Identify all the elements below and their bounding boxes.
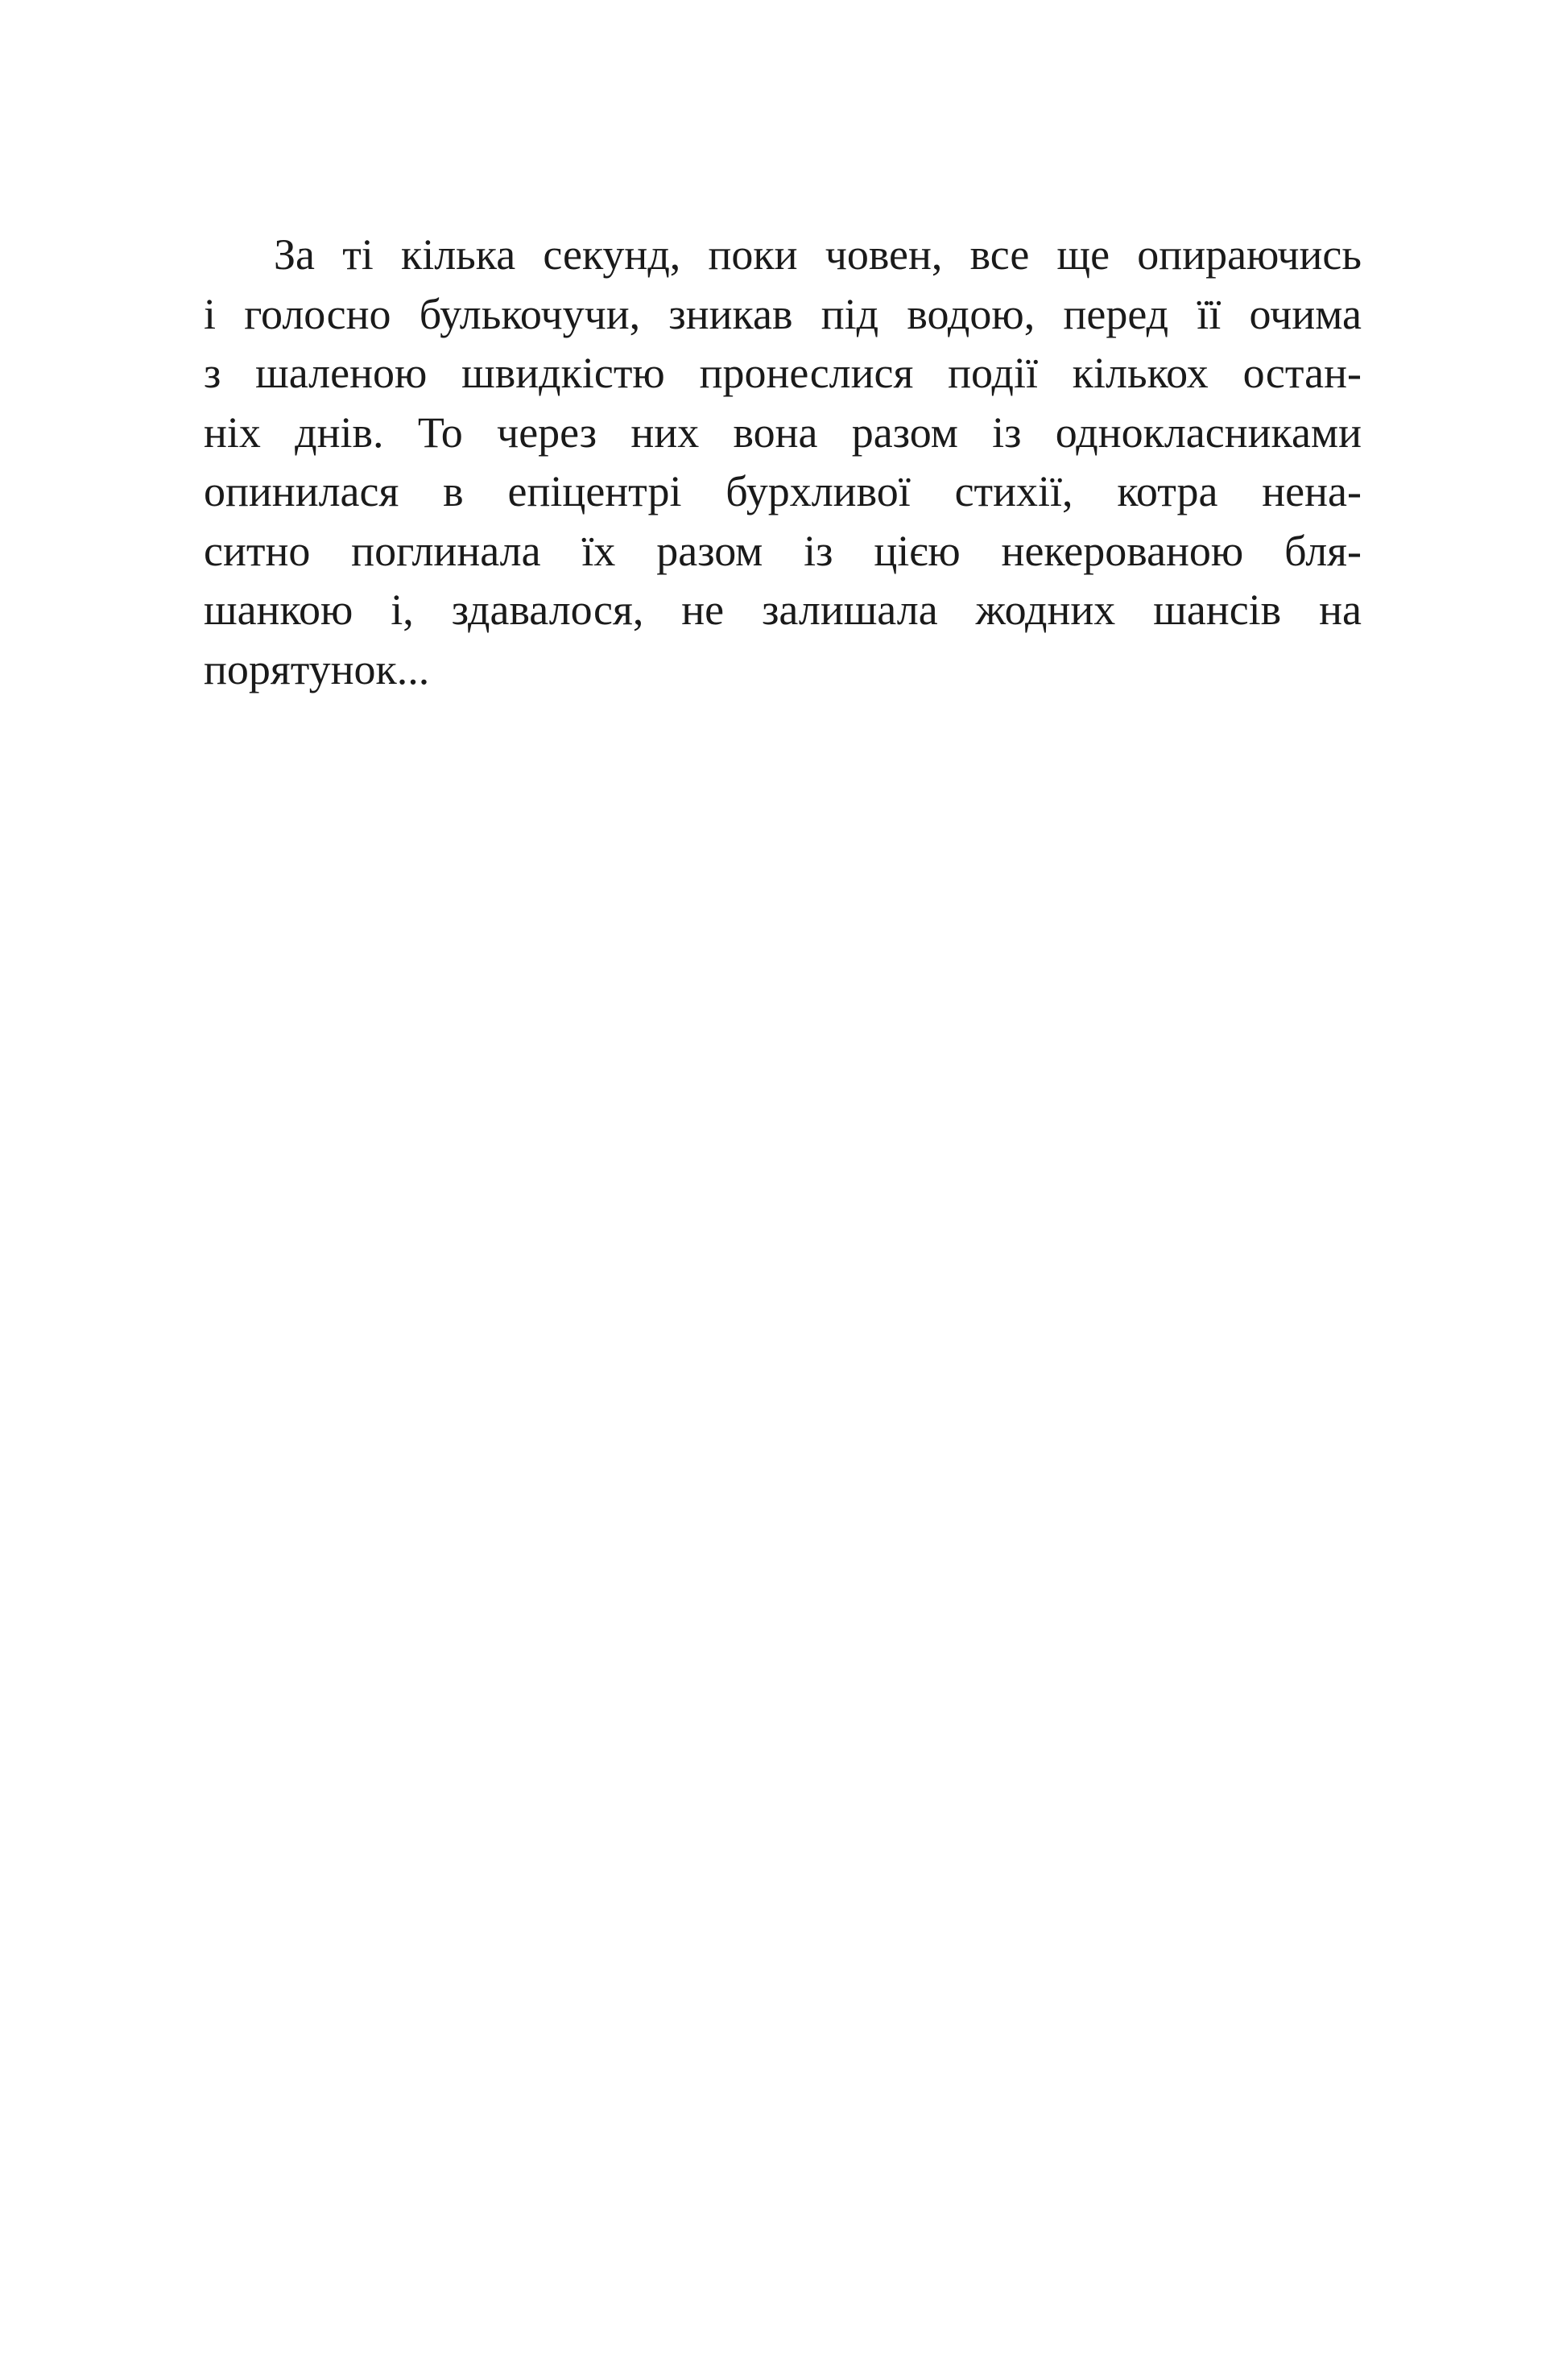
paragraph-line-4: ніх днів. То через них вона разом із однокласниками	[204, 408, 1362, 457]
paragraph	[204, 226, 1362, 699]
paragraph-line-7: шанкою і, здавалося, не залишала жодних шансів на	[204, 586, 1362, 634]
paragraph-line-5: опинилася в епіцентрі бурхливої стихії, котра нена-	[204, 467, 1362, 515]
paragraph-line-2: і голосно булькочучи, зникав під водою, перед її очима	[204, 289, 1362, 338]
paragraph-line-1: За ті кілька секунд, поки човен, все ще опираючись	[274, 230, 1362, 279]
paragraph-line-3: з шаленою швидкістю пронеслися події кількох остан-	[204, 349, 1362, 397]
paragraph-line-6: ситно поглинала їх разом із цією некерованою бля-	[204, 526, 1362, 575]
paragraph-line-8: порятунок...	[204, 644, 430, 693]
